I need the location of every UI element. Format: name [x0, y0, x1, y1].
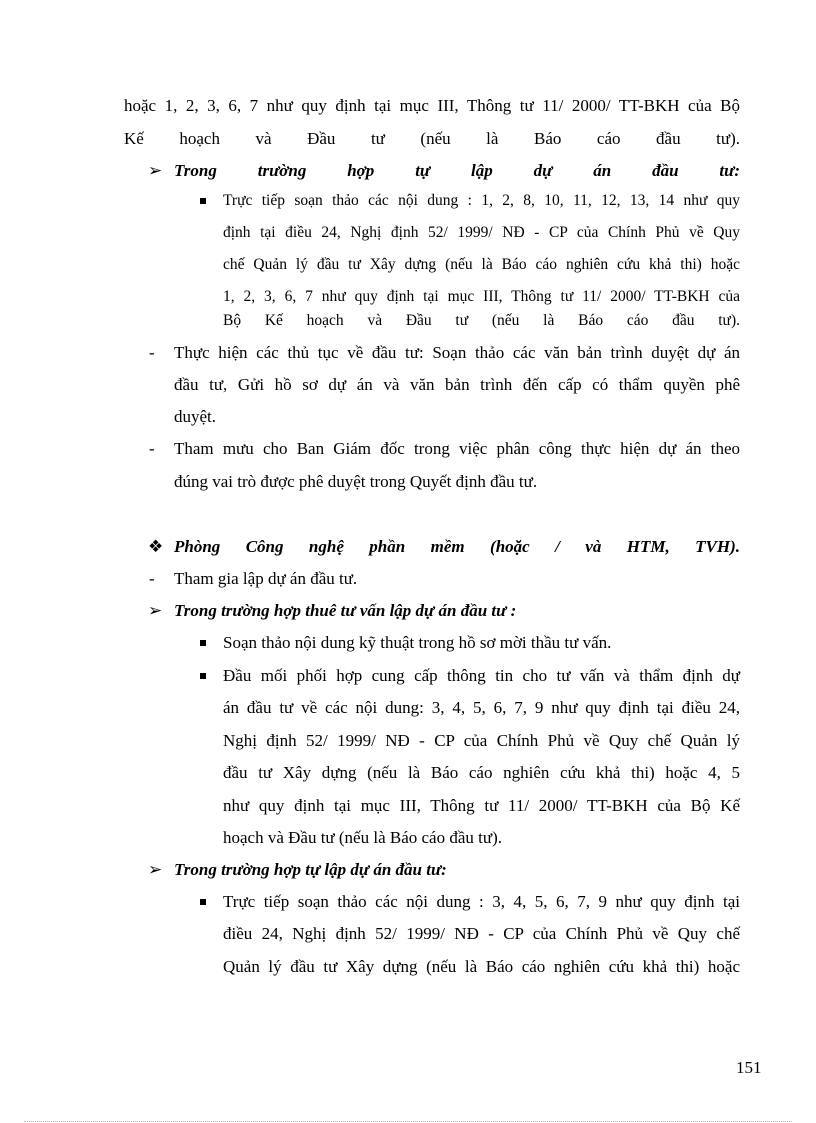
- text-line: điều 24, Nghị định 52/ 1999/ NĐ - CP của Chính Phủ về Quy chế: [223, 924, 740, 943]
- text-line: Trực tiếp soạn thảo các nội dung : 3, 4, 5, 6, 7, 9 như quy định tại: [223, 892, 740, 911]
- dash-bullet: -: [149, 439, 155, 458]
- text-line: Đầu mối phối hợp cung cấp thông tin cho tư vấn và thẩm định dự: [223, 666, 740, 685]
- text-line: Thực hiện các thủ tục về đầu tư: Soạn thảo các văn bản trình duyệt dự án: [174, 343, 740, 362]
- square-bullet-icon: [200, 899, 206, 905]
- dash-bullet: -: [149, 343, 155, 362]
- text-line: án đầu tư về các nội dung: 3, 4, 5, 6, 7, 9 như quy định tại điều 24,: [223, 698, 740, 717]
- section-heading: Trong trường hợp tự lập dự án đầu tư:: [174, 860, 447, 879]
- arrow-bullet-icon: ➢: [148, 161, 163, 180]
- text-line: Trực tiếp soạn thảo các nội dung : 1, 2, 8, 10, 11, 12, 13, 14 như quy: [223, 192, 740, 209]
- text-line: Soạn thảo nội dung kỹ thuật trong hồ sơ mời thầu tư vấn.: [223, 633, 612, 652]
- text-line: duyệt.: [174, 407, 217, 426]
- diamond-bullet-icon: ❖: [148, 537, 164, 556]
- text-line: Bộ Kế hoạch và Đầu tư (nếu là Báo cáo đầu tư).: [223, 312, 740, 329]
- text-line: hoặc 1, 2, 3, 6, 7 như quy định tại mục III, Thông tư 11/ 2000/ TT-BKH của Bộ: [124, 96, 740, 115]
- text-line: 1, 2, 3, 6, 7 như quy định tại mục III, Thông tư 11/ 2000/ TT-BKH của: [223, 288, 740, 305]
- text-line: đầu tư Xây dựng (nếu là Báo cáo nghiên cứu khả thi) hoặc 4, 5: [223, 763, 740, 782]
- dash-bullet: -: [149, 569, 155, 588]
- section-heading: Phòng Công nghệ phần mềm (hoặc / và HTM, TVH).: [174, 537, 740, 556]
- arrow-bullet-icon: ➢: [148, 601, 163, 620]
- section-heading: Trong trường hợp tự lập dự án đầu tư:: [174, 161, 740, 180]
- text-line: Kế hoạch và Đầu tư (nếu là Báo cáo đầu tư).: [124, 129, 740, 148]
- text-line: Tham gia lập dự án đầu tư.: [174, 569, 358, 588]
- text-line: Quản lý đầu tư Xây dựng (nếu là Báo cáo nghiên cứu khả thi) hoặc: [223, 957, 740, 976]
- text-line: đúng vai trò được phê duyệt trong Quyết định đầu tư.: [174, 472, 538, 491]
- text-line: định tại điều 24, Nghị định 52/ 1999/ NĐ - CP của Chính Phủ về Quy: [223, 224, 740, 241]
- footer-divider: [24, 1121, 792, 1122]
- page-number: 151: [736, 1058, 762, 1077]
- square-bullet-icon: [200, 198, 206, 204]
- square-bullet-icon: [200, 673, 206, 679]
- arrow-bullet-icon: ➢: [148, 860, 163, 879]
- text-line: Nghị định 52/ 1999/ NĐ - CP của Chính Phủ về Quy chế Quản lý: [223, 731, 740, 750]
- text-line: hoạch và Đầu tư (nếu là Báo cáo đầu tư).: [223, 828, 502, 847]
- text-line: chế Quản lý đầu tư Xây dựng (nếu là Báo cáo nghiên cứu khả thi) hoặc: [223, 256, 740, 273]
- section-heading: Trong trường hợp thuê tư vấn lập dự án đầu tư :: [174, 601, 517, 620]
- square-bullet-icon: [200, 640, 206, 646]
- text-line: như quy định tại mục III, Thông tư 11/ 2000/ TT-BKH của Bộ Kế: [223, 796, 740, 815]
- text-line: Tham mưu cho Ban Giám đốc trong việc phân công thực hiện dự án theo: [174, 439, 740, 458]
- text-line: đầu tư, Gửi hồ sơ dự án và văn bản trình đến cấp có thẩm quyền phê: [174, 375, 740, 394]
